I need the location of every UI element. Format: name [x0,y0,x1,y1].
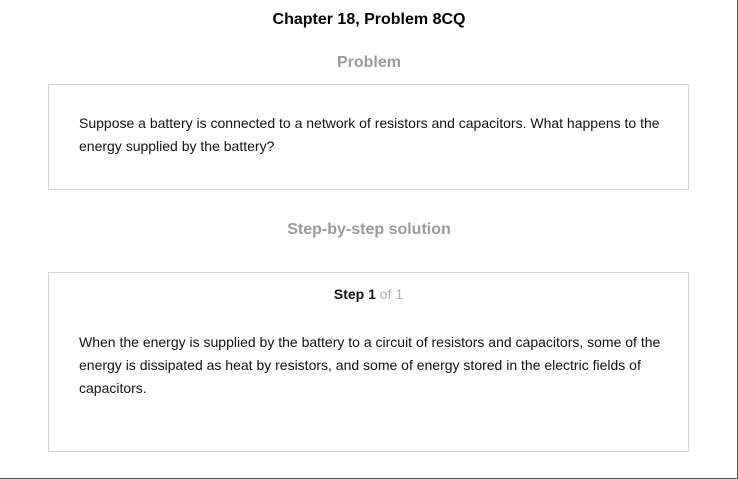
problem-card [48,84,689,190]
problem-heading: Problem [336,54,401,71]
step-word: Step [333,286,365,302]
solution-heading: Step-by-step solution [287,221,451,238]
step-total: of 1 [379,286,404,302]
step-indicator [49,286,688,302]
page-title: Chapter 18, Problem 8CQ [272,11,466,28]
step-number: 1 [368,286,376,302]
problem-text: Suppose a battery is connected to a network of resistors and capacitors. What happens to the energy supplied by the battery? [79,115,660,154]
solution-text: When the energy is supplied by the battery to a circuit of resistors and capacitors, some of the energy is dissipated as heat by resistors, and some of energy stored in the electric fields of capacitors. [79,334,661,396]
solution-card [48,272,689,452]
